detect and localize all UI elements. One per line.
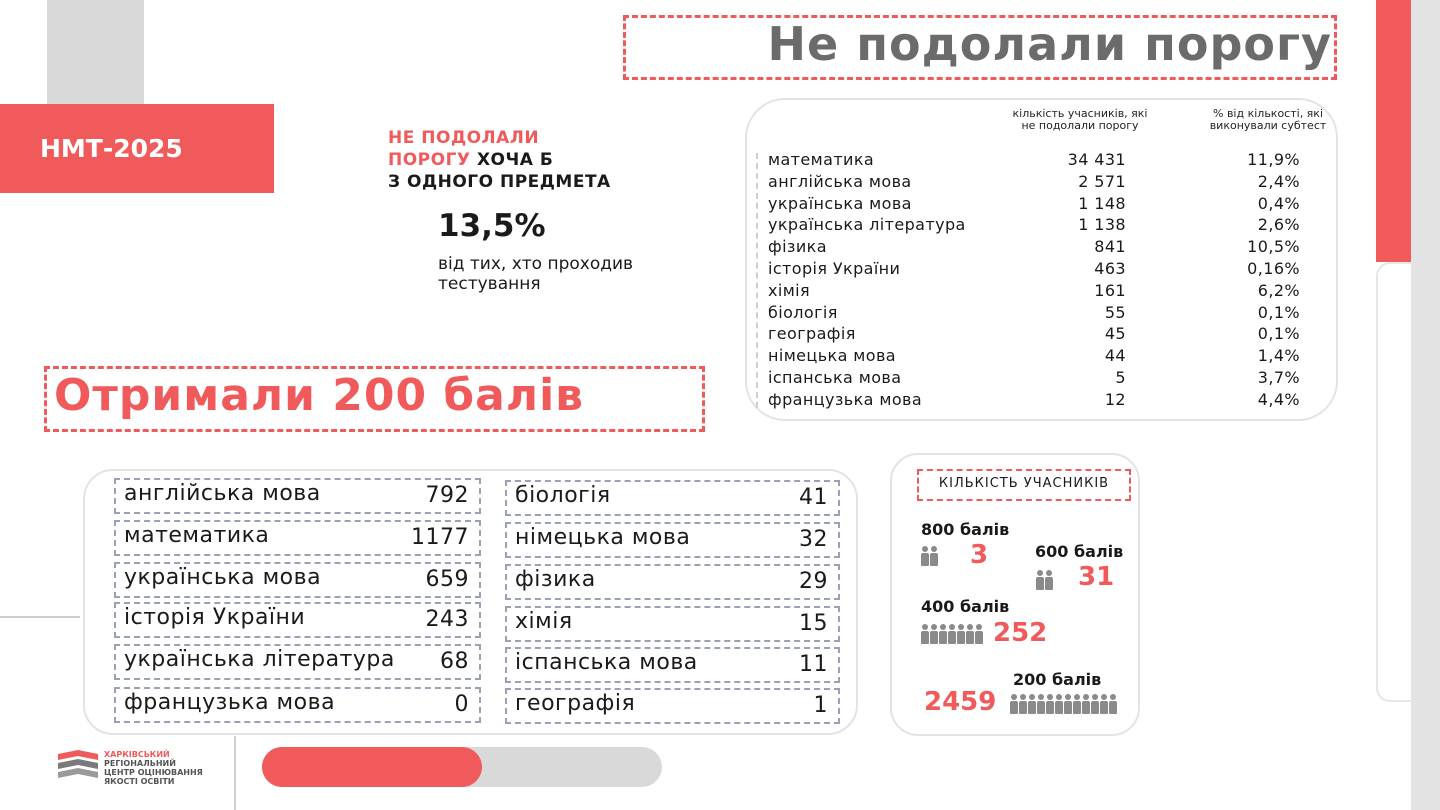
points-600-count: 31: [1078, 562, 1115, 592]
fail-percent: 11,9%: [1247, 150, 1300, 169]
score-count: 243: [425, 607, 469, 632]
fail-percent: 4,4%: [1257, 389, 1300, 409]
points-800-label: 800 балів: [921, 520, 1010, 539]
points-200-count: 2459: [924, 687, 997, 717]
summary-percent: 13,5%: [438, 208, 546, 244]
score-row: [505, 522, 840, 558]
page-title: Не подолали порогу: [767, 17, 1332, 71]
people-icon: [921, 546, 939, 570]
people-icon: [921, 624, 984, 648]
fail-percent: 3,7%: [1257, 368, 1300, 387]
fail-percent: 0,4%: [1257, 193, 1300, 213]
points-600-label: 600 балів: [1035, 542, 1124, 561]
logo-icon: [58, 750, 98, 784]
table-left-rule: [756, 153, 758, 408]
score-count: 32: [799, 527, 828, 552]
summary-line-2: [388, 149, 611, 171]
logo-text: [104, 750, 203, 786]
score-count: 15: [799, 611, 828, 636]
subject-name: історія України: [124, 605, 306, 630]
score-row: [505, 564, 840, 600]
subject-name: біологія: [515, 483, 611, 508]
score-count: 41: [799, 485, 828, 510]
subject-name: англійська мова: [124, 481, 321, 506]
subject-name: географія: [768, 324, 856, 344]
points-400-count: 252: [993, 618, 1048, 648]
subject-name: іспанська мова: [515, 650, 698, 675]
subject-name: українська мова: [768, 193, 912, 213]
subject-name: географія: [515, 691, 636, 716]
column-header-percent: % від кількості, які виконували субтест: [1209, 107, 1327, 132]
decor-right-red-strip: [1376, 0, 1411, 262]
points-800-count: 3: [970, 540, 989, 570]
score-count: 659: [425, 567, 469, 592]
subject-name: англійська мова: [768, 171, 912, 191]
score-row: [505, 606, 840, 642]
summary-heading: [388, 127, 611, 193]
subject-name: фізика: [515, 567, 596, 592]
points-400-label: 400 балів: [921, 597, 1010, 616]
logo-line: ЯКОСТІ ОСВІТИ: [104, 777, 175, 786]
subject-name: хімія: [768, 280, 811, 300]
score-row: [114, 520, 481, 556]
summary-line-1: НЕ ПОДОЛАЛИ: [388, 128, 540, 148]
score-count: 68: [440, 649, 469, 674]
nmt-banner: НМТ-2025: [0, 104, 274, 193]
table-row: [768, 194, 1328, 216]
fail-percent: 2,4%: [1257, 171, 1300, 191]
decor-grey-block: [47, 0, 144, 104]
score-row: [114, 644, 481, 680]
score-row: [505, 480, 840, 516]
summary-line-2-red: ПОРОГУ: [388, 150, 471, 170]
score-count: 1177: [411, 525, 469, 550]
fail-percent: 6,2%: [1257, 280, 1300, 300]
divider: [0, 616, 80, 618]
subject-name: іспанська мова: [768, 368, 902, 387]
score-count: 792: [425, 483, 469, 508]
table-row: [768, 324, 1328, 346]
fail-percent: 2,6%: [1257, 215, 1300, 235]
fail-count: 841: [1094, 237, 1126, 257]
summary-caption-line: тестування: [438, 274, 541, 294]
scores-title: Отримали 200 балів: [54, 370, 584, 421]
people-icon: [1010, 694, 1118, 718]
fail-count: 34 431: [1067, 150, 1126, 169]
fail-percent: 0,1%: [1257, 302, 1300, 322]
score-row: [114, 478, 481, 514]
fail-count: 1 138: [1078, 215, 1126, 235]
summary-line-3: З ОДНОГО ПРЕДМЕТА: [388, 172, 611, 192]
subject-name: французька мова: [768, 389, 923, 409]
fail-percent: 0,1%: [1257, 324, 1300, 344]
summary-caption-line: від тих, хто проходив: [438, 254, 634, 274]
summary-line-2-black: ХОЧА Б: [470, 150, 554, 170]
score-count: 11: [799, 652, 828, 677]
score-row: [114, 602, 481, 638]
table-row: [768, 346, 1328, 368]
subject-name: німецька мова: [768, 346, 896, 366]
fail-percent: 1,4%: [1257, 346, 1300, 366]
slide-progress-fill: [262, 747, 482, 787]
table-row: [768, 172, 1328, 194]
subject-name: історія України: [768, 259, 901, 278]
logo-line: ХАРКІВСЬКИЙ: [104, 750, 170, 759]
score-row: [114, 687, 481, 723]
points-200-label: 200 балів: [1013, 670, 1102, 689]
fail-count: 161: [1094, 280, 1126, 300]
subject-name: хімія: [515, 609, 573, 634]
summary-caption: [438, 254, 633, 294]
fail-count: 1 148: [1078, 193, 1126, 213]
subject-name: біологія: [768, 302, 838, 322]
fail-count: 45: [1104, 324, 1126, 344]
score-row: [114, 562, 481, 598]
subject-name: математика: [124, 523, 270, 548]
fail-percent: 10,5%: [1247, 237, 1300, 257]
fail-count: 5: [1115, 368, 1126, 387]
subject-name: українська мова: [124, 565, 322, 590]
table-row: [768, 390, 1328, 412]
fail-count: 12: [1104, 389, 1126, 409]
score-count: 29: [799, 569, 828, 594]
subject-name: фізика: [768, 237, 827, 257]
column-header-count: кількість учасників, які не подолали порогу: [1012, 107, 1148, 132]
fail-count: 55: [1104, 302, 1126, 322]
table-row: [768, 237, 1328, 259]
decor-right-outline: [1376, 262, 1411, 702]
logo-line: РЕГІОНАЛЬНИЙ: [104, 759, 176, 768]
fail-count: 44: [1104, 346, 1126, 366]
score-count: 1: [813, 693, 828, 718]
fail-percent: 0,16%: [1247, 259, 1300, 278]
table-row: [768, 281, 1328, 303]
fail-count: 2 571: [1078, 171, 1126, 191]
table-row: [768, 303, 1328, 325]
score-row: [505, 688, 840, 724]
table-row: [768, 368, 1328, 390]
subject-name: українська література: [124, 647, 395, 672]
table-row: [768, 215, 1328, 237]
subject-name: німецька мова: [515, 525, 691, 550]
decor-right-strip: [1411, 0, 1440, 810]
logo-line: ЦЕНТР ОЦІНЮВАННЯ: [104, 768, 203, 777]
people-icon: [1036, 570, 1054, 594]
participants-label: КІЛЬКІСТЬ УЧАСНИКІВ: [938, 476, 1110, 491]
divider: [234, 736, 236, 810]
subject-name: французька мова: [124, 690, 336, 715]
subject-name: українська література: [768, 215, 966, 235]
table-row: [768, 259, 1328, 281]
subject-name: математика: [768, 150, 875, 169]
score-count: 0: [454, 692, 469, 717]
score-row: [505, 647, 840, 683]
table-row: [768, 150, 1328, 172]
fail-count: 463: [1094, 259, 1126, 278]
